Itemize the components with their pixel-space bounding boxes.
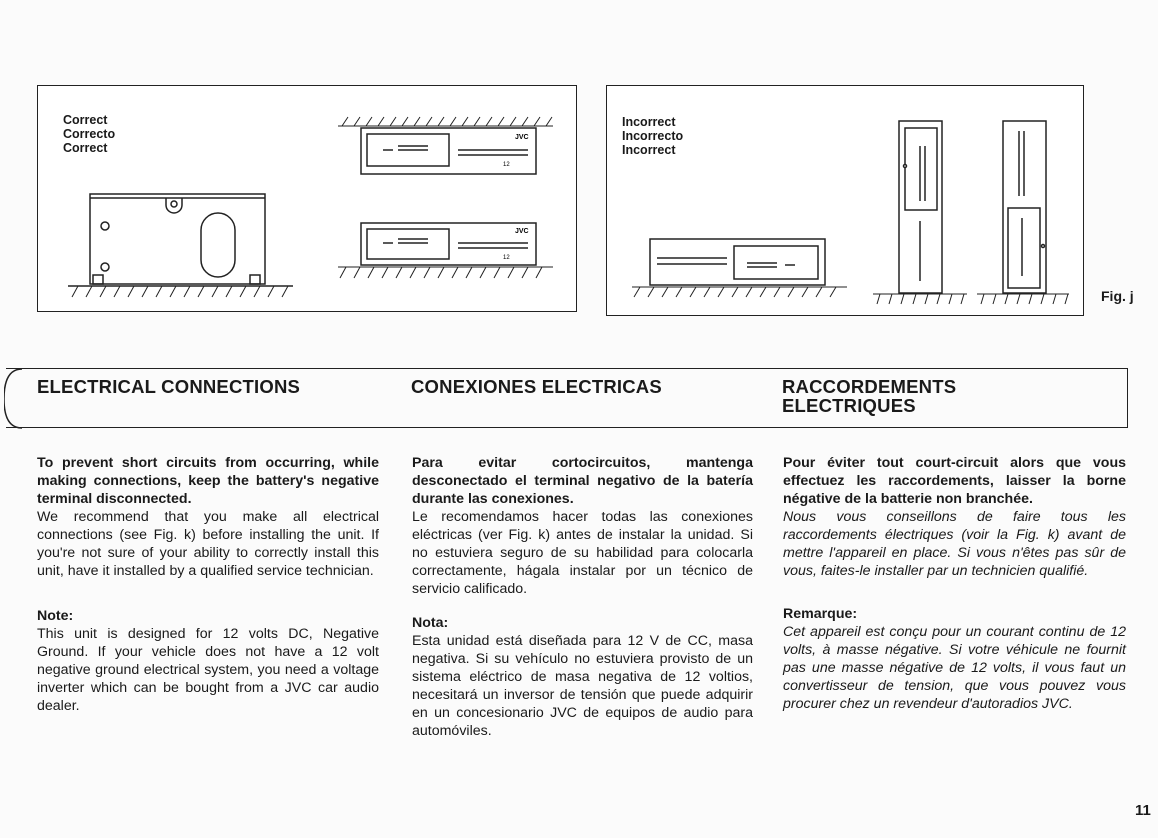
unit-brand-1: JVC <box>515 134 529 141</box>
unit-upper <box>361 128 536 174</box>
column-en <box>37 454 379 715</box>
floor-hatch-5 <box>977 294 1069 304</box>
fr-note: Cet appareil est conçu pour un courant continu de 12 volts, à masse négative. Si votre véhicule ne fournit pas une masse négative de 12 volts, il vous faut un convertisseur de tension, que vous pouvez vous procurer chez un revendeur d'autoradios JVC. <box>783 624 1126 712</box>
header-fr-line2: ELECTRIQUES <box>782 395 916 416</box>
en-body: We recommend that you make all electrical connections (see Fig. k) before installing the unit. If you're not sure of your ability to correctly install this unit, have it installed by a qualified service technician. <box>37 509 379 579</box>
floor-hatch-4 <box>873 294 967 304</box>
label-en: Incorrect <box>622 115 676 129</box>
label-es: Incorrecto <box>622 129 684 143</box>
en-lead: To prevent short circuits from occurring, while making connections, keep the battery's negative terminal disconnected. <box>37 455 379 507</box>
unit-lower <box>361 223 536 265</box>
floor-hatch-3 <box>632 287 847 297</box>
figure-correct-panel <box>37 85 577 312</box>
unit-vertical-2 <box>1003 121 1046 293</box>
es-lead: Para evitar cortocircuitos, mantenga desconectado el terminal negativo de la batería durante las conexiones. <box>412 455 753 507</box>
floor-hatch-1 <box>72 286 288 297</box>
label-en: Correct <box>63 113 108 127</box>
es-note-title: Nota: <box>412 615 449 631</box>
fr-lead: Pour éviter tout court-circuit alors que vous effectuez les raccordements, laisser la borne négative de la batterie non branchée. <box>783 455 1126 507</box>
floor-hatch-2 <box>338 267 553 278</box>
fr-note-title: Remarque: <box>783 606 858 622</box>
label-fr: Correct <box>63 141 108 155</box>
en-note-title: Note: <box>37 608 74 624</box>
header-fr-line1: RACCORDEMENTS <box>782 376 957 397</box>
unit-model-2: 12 <box>503 255 510 261</box>
es-body: Le recomendamos hacer todas las conexiones eléctricas (ver Fig. k) antes de instalar la unidad. Si no estuviera seguro de su habilidad para colocarla correctamente, hágala instalar por un técnico de servicio calificado. <box>412 509 753 597</box>
figure-incorrect-panel <box>606 85 1084 316</box>
unit-model-1: 12 <box>503 162 510 168</box>
column-es <box>412 454 753 740</box>
header-fr <box>782 377 956 415</box>
unit-vertical-1 <box>899 121 942 293</box>
figure-tag: Fig. j <box>1101 288 1134 304</box>
incorrect-mounting-illustration <box>607 86 1083 315</box>
header-es: CONEXIONES ELECTRICAS <box>411 376 662 397</box>
unit-brand-2: JVC <box>515 228 529 235</box>
column-fr <box>783 454 1126 713</box>
fr-body: Nous vous conseillons de faire tous les raccordements électriques (voir la Fig. k) avant de mettre l'appareil en place. Si vous n'êtes pas sûr de vous, faites-le installer par un technicien qualifié. <box>783 509 1126 579</box>
unit-tilted <box>650 239 825 285</box>
en-note: This unit is designed for 12 volts DC, Negative Ground. If your vehicle does not have a 12 volt negative ground electrical system, you need a voltage inverter which can be bought from a JVC car audio dealer. <box>37 626 379 714</box>
label-fr: Incorrect <box>622 143 676 157</box>
ceiling-hatch <box>338 117 553 126</box>
es-note: Esta unidad está diseñada para 12 V de CC, masa negativa. Si su vehículo no estuviera provisto de un sistema eléctrico de masa negativa de 12 voltios, necesitará un inversor de tensión que puede adquirir en un concesionario JVC de equipos de audio para automóviles. <box>412 633 753 739</box>
correct-mounting-illustration <box>38 86 576 311</box>
header-en: ELECTRICAL CONNECTIONS <box>37 376 301 397</box>
page-number: 11 <box>1135 802 1151 819</box>
label-es: Correcto <box>63 127 116 141</box>
